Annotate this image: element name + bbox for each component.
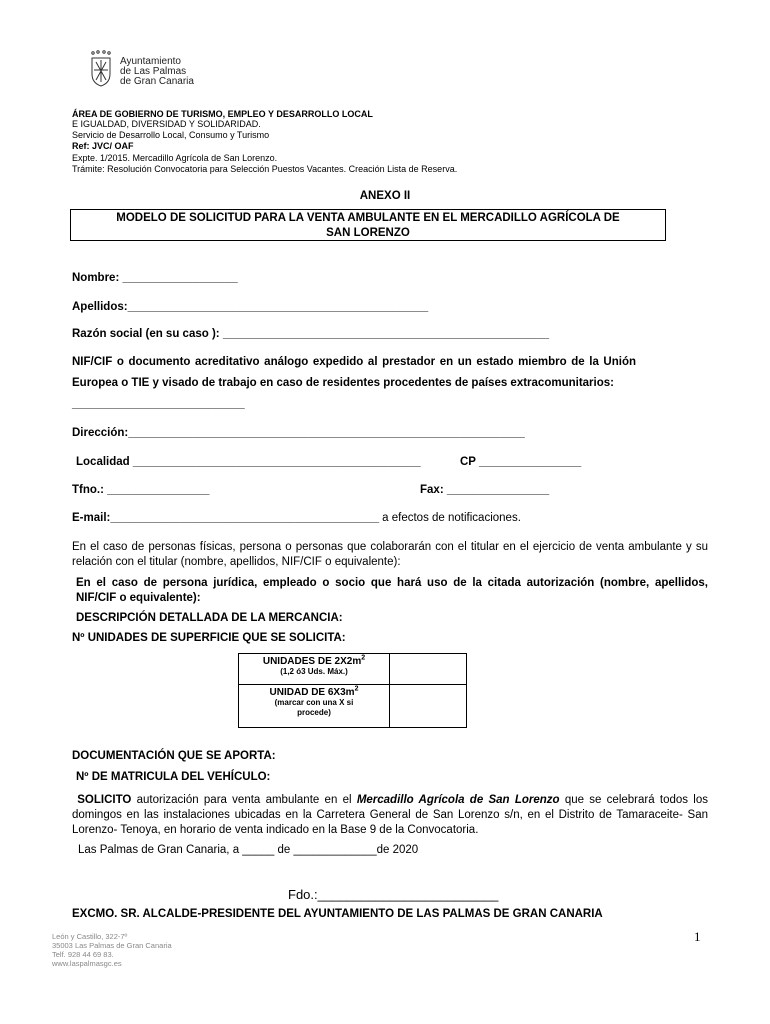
logo-line-2: de Las Palmas xyxy=(120,66,187,77)
logo-line-3: de Gran Canaria xyxy=(120,76,194,87)
footer-address xyxy=(52,932,172,968)
footer-line-2: 35003 Las Palmas de Gran Canaria xyxy=(52,941,172,950)
fecha-line[interactable]: Las Palmas de Gran Canaria, a _____ de _____________de 2020 xyxy=(78,844,419,856)
table-row xyxy=(239,685,467,728)
header-area-2: E IGUALDAD, DIVERSIDAD Y SOLIDARIDAD. xyxy=(72,119,261,129)
header-tramite: Trámite: Resolución Convocatoria para Selección Puestos Vacantes. Creación Lista de Reserva. xyxy=(72,164,458,174)
solicito-text-b: que se celebrará todos los domingos en las instalaciones ubicadas en la Carretera General de San Lorenzo s/n, en el Distrito de Tamaraceite- San Lorenzo- Tenoya, en horario de venta indicado en la Base 9 de la Convocatoria. xyxy=(72,794,708,836)
unit-6x3-sub: (marcar con una X si procede) xyxy=(274,698,354,717)
nif-label-line-1: NIF/CIF o documento acreditativo análogo expedido al prestador en un estado miembro de la Unión xyxy=(72,356,637,368)
email-field[interactable]: E-mail:__________________________________________ xyxy=(72,512,379,524)
documentacion-label: DOCUMENTACIÓN QUE SE APORTA: xyxy=(72,750,276,762)
city-logo xyxy=(88,50,208,90)
unit-2x2-label xyxy=(239,654,390,685)
header-ref: Ref: JVC/ OAF xyxy=(72,141,134,151)
unit-2x2-sub: (1,2 ó3 Uds. Máx.) xyxy=(280,667,348,676)
tfno-field[interactable]: Tfno.: ________________ xyxy=(72,484,210,496)
fax-field[interactable]: Fax: ________________ xyxy=(420,484,550,496)
nif-label-line-2: Europea o TIE y visado de trabajo en caso de residentes procedentes de países extracomunitarios: xyxy=(72,377,614,389)
descripcion-label: DESCRIPCIÓN DETALLADA DE LA MERCANCIA: xyxy=(76,612,343,624)
solicito-paragraph xyxy=(72,793,708,838)
unidades-label: Nº UNIDADES DE SUPERFICIE QUE SE SOLICITA: xyxy=(72,632,346,644)
header-service: Servicio de Desarrollo Local, Consumo y Turismo xyxy=(72,130,270,140)
firma-line[interactable]: Fdo.:_________________________ xyxy=(288,887,499,902)
coat-of-arms-icon xyxy=(88,50,114,88)
razon-social-field[interactable]: Razón social (en su caso ): ___________________________________________________ xyxy=(72,328,549,340)
form-title-line-1: MODELO DE SOLICITUD PARA LA VENTA AMBULANTE EN EL MERCADILLO AGRÍCOLA DE xyxy=(116,212,620,224)
email-row xyxy=(72,512,521,524)
cp-field[interactable]: CP ________________ xyxy=(460,456,582,468)
unit-2x2-main: UNIDADES DE 2X2m xyxy=(262,656,362,667)
nif-field[interactable]: ___________________________ xyxy=(72,398,245,410)
unit-6x3-input-cell[interactable] xyxy=(390,685,467,728)
nombre-field[interactable]: Nombre: __________________ xyxy=(72,272,238,284)
unit-2x2-input-cell[interactable] xyxy=(390,654,467,685)
anexo-title: ANEXO II xyxy=(359,190,411,202)
header-area: ÁREA DE GOBIERNO DE TURISMO, EMPLEO Y DESARROLLO LOCAL xyxy=(72,109,373,119)
page-number: 1 xyxy=(694,929,701,944)
logo-text xyxy=(120,57,194,87)
unit-6x3-label xyxy=(239,685,390,728)
solicito-italic: Mercadillo Agrícola de San Lorenzo xyxy=(356,794,560,806)
unit-6x3-sup: 2 xyxy=(354,685,359,693)
logo-line-1: Ayuntamiento xyxy=(120,56,181,67)
apellidos-field[interactable]: Apellidos:_______________________________________________ xyxy=(72,301,429,313)
unit-6x3-main: UNIDAD DE 6X3m xyxy=(269,687,355,698)
form-title-line-2: SAN LORENZO xyxy=(326,227,410,239)
direccion-field[interactable]: Dirección:______________________________________________________________ xyxy=(72,427,525,439)
localidad-field[interactable]: Localidad _____________________________________________ xyxy=(76,456,421,468)
persona-juridica-text: En el caso de persona jurídica, empleado o socio que hará uso de la citada autorización (nombre, apellidos, NIF/CIF o equivalente): xyxy=(76,577,708,604)
footer-line-3: Telf. 928 44 69 83. xyxy=(52,950,114,959)
solicito-text-a: autorización para venta ambulante en el xyxy=(131,794,357,806)
unit-2x2-sup: 2 xyxy=(361,654,366,662)
solicito-bold: SOLICITO xyxy=(77,794,132,806)
footer-line-1: León y Castillo, 322-7º xyxy=(52,932,128,941)
personas-fisicas-text: En el caso de personas físicas, persona o personas que colaborarán con el titular en el ejercicio de venta ambulante y su relación con el titular (nombre, apellidos, NIF/CIF o equivalente): xyxy=(72,541,708,568)
units-table xyxy=(238,653,467,728)
excmo-recipient: EXCMO. SR. ALCALDE-PRESIDENTE DEL AYUNTAMIENTO DE LAS PALMAS DE GRAN CANARIA xyxy=(72,908,603,920)
email-suffix: a efectos de notificaciones. xyxy=(378,512,521,524)
matricula-label: Nº DE MATRICULA DEL VEHÍCULO: xyxy=(76,771,271,783)
table-row xyxy=(239,654,467,685)
header-expte: Expte. 1/2015. Mercadillo Agrícola de San Lorenzo. xyxy=(72,153,278,163)
footer-website: www.laspalmasgc.es xyxy=(52,959,122,968)
form-title-box xyxy=(70,209,666,241)
